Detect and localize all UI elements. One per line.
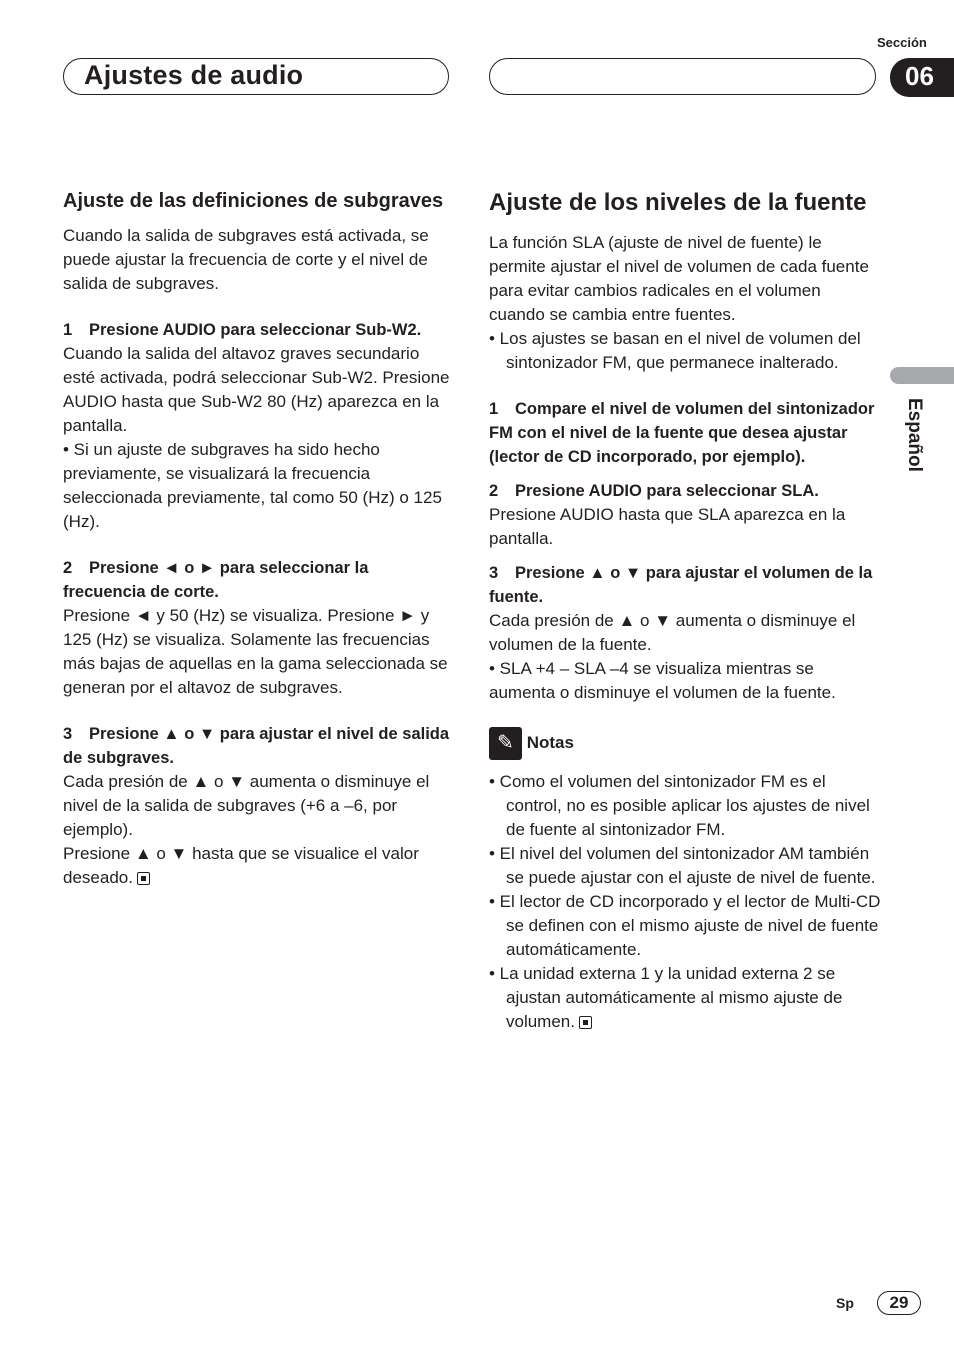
right-step-3-body: Cada presión de ▲ o ▼ aumenta o disminuye el volumen de la fuente.	[489, 611, 856, 654]
end-mark-icon	[579, 1016, 592, 1029]
page-title-box	[63, 58, 449, 95]
right-step-3-bullet: • SLA +4 – SLA –4 se visualiza mientras se aumenta o disminuye el volumen de la fuente.	[489, 659, 836, 702]
step-text: Presione AUDIO para seleccionar Sub-W2.	[89, 321, 422, 339]
step-number: 1	[63, 321, 73, 339]
step-number: 1	[489, 400, 499, 418]
right-step-3-title	[489, 561, 881, 609]
right-step-1-title	[489, 397, 881, 469]
step-number: 3	[63, 725, 73, 743]
left-step-3-body: Cada presión de ▲ o ▼ aumenta o disminuye el nivel de la salida de subgraves (+6 a –6, por ejemplo).	[63, 772, 430, 839]
step-number: 3	[489, 564, 499, 582]
language-tab-marker	[890, 367, 954, 384]
step-text: Presione ▲ o ▼ para ajustar el volumen de la fuente.	[489, 564, 873, 606]
source-level-heading: Ajuste de los niveles de la fuente	[489, 189, 867, 216]
language-label: Español	[904, 398, 925, 472]
step-text: Presione ◄ o ► para seleccionar la frecuencia de corte.	[63, 559, 369, 601]
page-number: 29	[877, 1291, 921, 1315]
left-step-1-bullet: • Si un ajuste de subgraves ha sido hecho previamente, se visualizará la frecuencia seleccionada previamente, tal como 50 (Hz) o 125 (Hz).	[63, 440, 442, 531]
notes-title: Notas	[526, 732, 574, 752]
right-step-2-title	[489, 479, 881, 503]
subwoofer-heading: Ajuste de las definiciones de subgraves	[63, 190, 444, 212]
step-text: Presione AUDIO para seleccionar SLA.	[515, 482, 819, 500]
end-mark-icon	[137, 872, 150, 885]
note-item-last	[489, 962, 881, 1034]
step-number: 2	[489, 482, 499, 500]
left-step-3-title	[63, 722, 455, 770]
left-step-1-body: Cuando la salida del altavoz graves secundario esté activada, podrá seleccionar Sub-W2. Presione AUDIO hasta que Sub-W2 80 (Hz) aparezca en la pantalla.	[63, 344, 450, 435]
empty-title-box	[489, 58, 876, 95]
step-text: Compare el nivel de volumen del sintonizador FM con el nivel de la fuente que desea ajustar (lector de CD incorporado, por ejemplo).	[489, 400, 875, 466]
note-item: • El nivel del volumen del sintonizador AM también se puede ajustar con el ajuste de nivel de fuente.	[489, 844, 876, 887]
subwoofer-intro: Cuando la salida de subgraves está activada, se puede ajustar la frecuencia de corte y el nivel de salida de subgraves.	[63, 226, 429, 293]
notes-header	[489, 727, 881, 760]
note-item: • El lector de CD incorporado y el lector de Multi-CD se definen con el mismo ajuste de nivel de fuente automáticamente.	[489, 892, 881, 959]
left-step-2-body: Presione ◄ y 50 (Hz) se visualiza. Presione ► y 125 (Hz) se visualiza. Solamente las frecuencias más bajas de aquellas en la gama seleccionada se generan por el altavoz de subgraves.	[63, 606, 448, 697]
pencil-note-icon: ✎	[489, 727, 522, 760]
section-number: 06	[905, 61, 934, 91]
section-number-tab	[890, 58, 954, 97]
left-step-3-body-2	[63, 842, 455, 890]
source-level-intro: La función SLA (ajuste de nivel de fuente) le permite ajustar el nivel de volumen de cada fuente para evitar cambios radicales en el volumen cuando se cambia entre fuentes.	[489, 233, 869, 324]
left-step-3-body-2-text: Presione ▲ o ▼ hasta que se visualice el valor deseado.	[63, 844, 419, 887]
footer-language-code: Sp	[836, 1295, 854, 1311]
note-item-text: • La unidad externa 1 y la unidad externa 2 se ajustan automáticamente al mismo ajuste de volumen.	[489, 964, 843, 1031]
right-column	[489, 189, 881, 1034]
note-item: • Como el volumen del sintonizador FM es el control, no es posible aplicar los ajustes de nivel de fuente al sintonizador FM.	[489, 772, 870, 839]
left-column	[63, 189, 455, 890]
step-text: Presione ▲ o ▼ para ajustar el nivel de salida de subgraves.	[63, 725, 450, 767]
page-title: Ajustes de audio	[84, 60, 304, 90]
section-label: Sección	[877, 35, 927, 50]
step-number: 2	[63, 559, 73, 577]
left-step-1-title	[63, 318, 455, 342]
source-level-intro-bullet: • Los ajustes se basan en el nivel de volumen del sintonizador FM, que permanece inalterado.	[489, 329, 861, 372]
right-step-2-body: Presione AUDIO hasta que SLA aparezca en la pantalla.	[489, 505, 846, 548]
left-step-2-title	[63, 556, 455, 604]
